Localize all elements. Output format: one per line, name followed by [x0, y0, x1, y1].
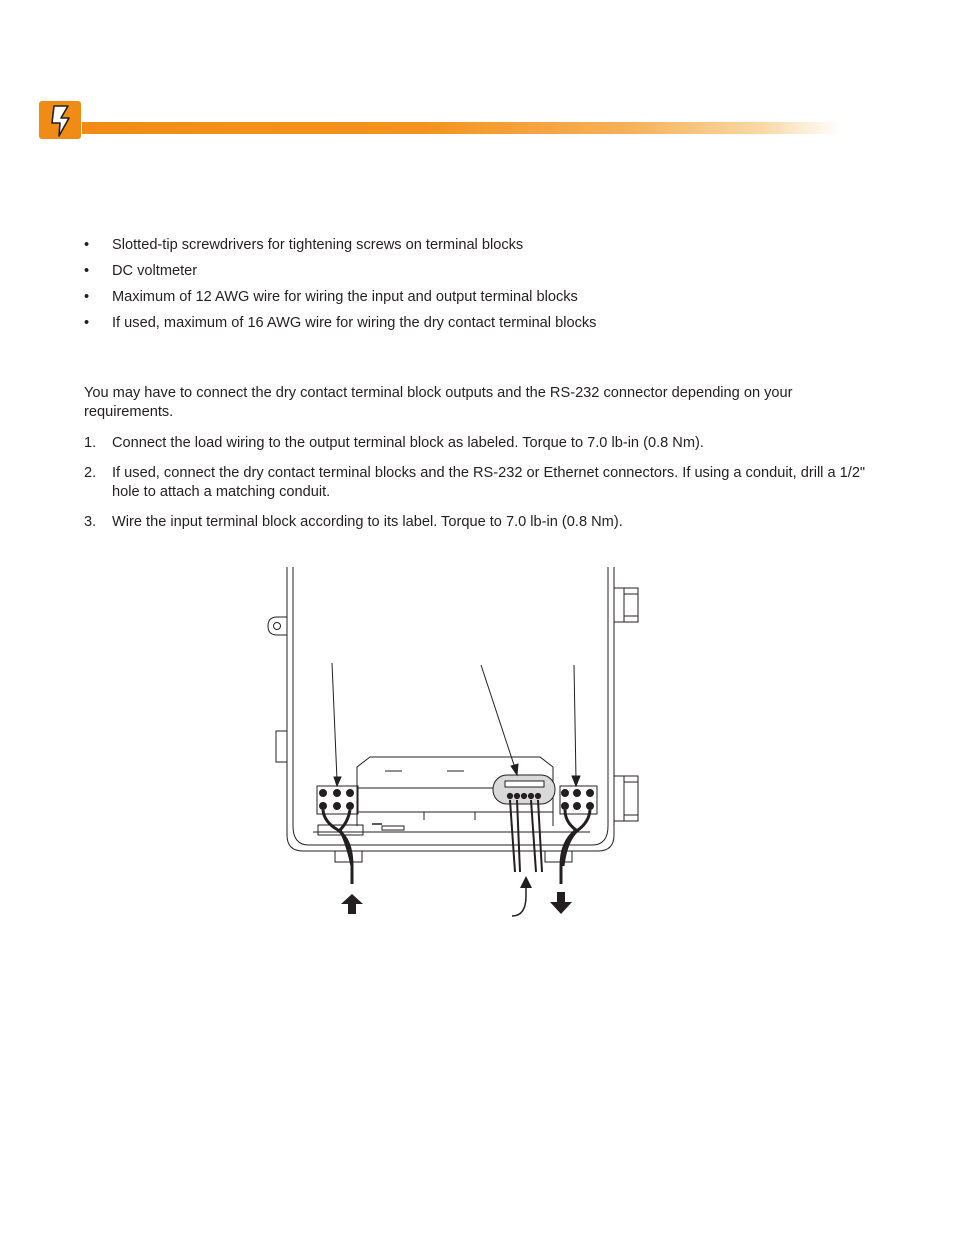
- bullet: •: [84, 237, 90, 253]
- input-terminal-block: [560, 786, 597, 814]
- bullet: •: [84, 289, 90, 305]
- step-number: 3.: [84, 514, 97, 530]
- tools-list: [84, 236, 596, 340]
- callout-pointers: [332, 663, 580, 786]
- hazard-lightning-icon: [38, 100, 82, 140]
- header-bar: [82, 122, 840, 134]
- dry-contact-arrow-icon: [512, 886, 526, 916]
- bullet: •: [84, 263, 90, 279]
- list-item-text: Maximum of 12 AWG wire for wiring the input and output terminal blocks: [112, 289, 578, 305]
- output-wires: [323, 810, 352, 884]
- step-text: If used, connect the dry contact terminal blocks and the RS-232 or Ethernet connectors. If using a conduit, drill a 1/2" hole to attach a matching conduit.: [112, 465, 866, 500]
- enclosure-outline: [268, 567, 638, 862]
- bullet: •: [84, 315, 90, 331]
- step-item: [84, 434, 874, 453]
- step-number: 1.: [84, 435, 97, 451]
- list-item: [84, 236, 596, 262]
- step-text: Wire the input terminal block according to its label. Torque to 7.0 lb-in (0.8 Nm).: [112, 514, 623, 530]
- enclosure-wiring-diagram: [250, 560, 670, 930]
- list-item-text: DC voltmeter: [112, 263, 198, 279]
- list-item: [84, 288, 596, 314]
- wiring-intro: You may have to connect the dry contact terminal block outputs and the RS-232 connector depending on your requirements.: [84, 385, 793, 420]
- list-item: [84, 262, 596, 288]
- step-number: 2.: [84, 465, 97, 481]
- output-arrow-icon: [341, 894, 363, 914]
- dry-contact-wires: [510, 800, 542, 872]
- input-wires: [561, 810, 590, 884]
- step-text: Connect the load wiring to the output terminal block as labeled. Torque to 7.0 lb-in (0.8 Nm).: [112, 435, 704, 451]
- step-item: [84, 464, 874, 502]
- step-item: [84, 513, 874, 532]
- list-item: [84, 314, 596, 340]
- list-item-text: Slotted-tip screwdrivers for tightening screws on terminal blocks: [112, 237, 524, 253]
- dry-contact-terminal-block: [493, 775, 555, 804]
- wiring-steps: [84, 434, 874, 543]
- list-item-text: If used, maximum of 16 AWG wire for wiring the dry contact terminal blocks: [112, 315, 597, 331]
- input-arrow-icon: [550, 892, 572, 914]
